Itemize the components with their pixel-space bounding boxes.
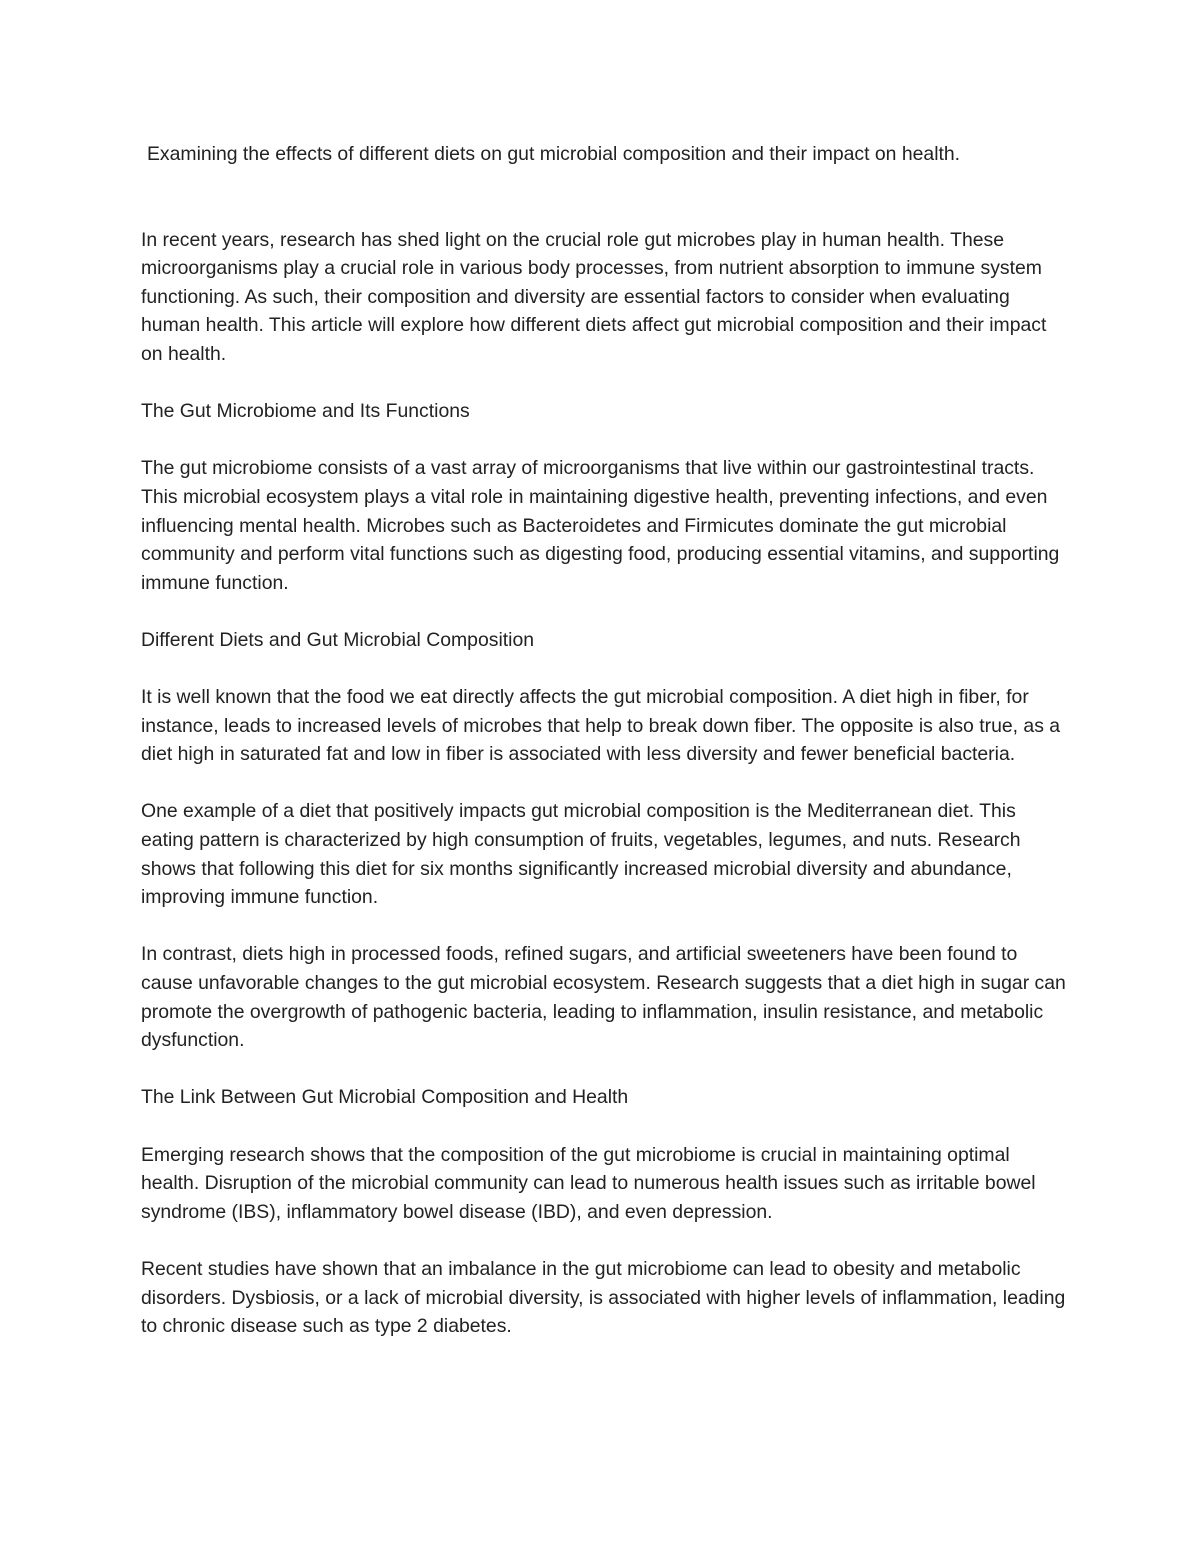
- paragraph-mediterranean-diet: One example of a diet that positively impacts gut microbial composition is the Mediterranean diet. This eating pattern is characterized by high consumption of fruits, vegetables, legumes, and nuts. Research shows that following this diet for six months significantly increased microbial diversity and abundance, improving immune function.: [141, 800, 1021, 909]
- intro-paragraph: In recent years, research has shed light on the crucial role gut microbes play in human health. These microorganisms play a crucial role in various body processes, from nutrient absorption to immune system functioning. As such, their composition and diversity are essential factors to consider when evaluating human health. This article will explore how different diets affect gut microbial composition and their impact on health.: [141, 228, 1047, 365]
- paragraph-processed-foods: In contrast, diets high in processed foods, refined sugars, and artificial sweeteners have been found to cause unfavorable changes to the gut microbial ecosystem. Research suggests that a diet high in sugar can promote the overgrowth of pathogenic bacteria, leading to inflammation, insulin resistance, and metabolic dysfunction.: [141, 943, 1066, 1052]
- paragraph-emerging-research: Emerging research shows that the composition of the gut microbiome is crucial in maintaining optimal health. Disruption of the microbial community can lead to numerous health issues such as irritable bowel syndrome (IBS), inflammatory bowel disease (IBD), and even depression.: [141, 1143, 1036, 1223]
- paragraph-fiber-diet: It is well known that the food we eat directly affects the gut microbial composition. A diet high in fiber, for instance, leads to increased levels of microbes that help to break down fiber. The opposite is also true, as a diet high in saturated fat and low in fiber is associated with less diversity and fewer beneficial bacteria.: [141, 686, 1061, 766]
- document-body: [141, 140, 1066, 1369]
- document-title: Examining the effects of different diets on gut microbial composition and their impact on health.: [147, 143, 961, 165]
- paragraph-recent-studies: Recent studies have shown that an imbalance in the gut microbiome can lead to obesity and metabolic disorders. Dysbiosis, or a lack of microbial diversity, is associated with higher levels of inflammation, leading to chronic disease such as type 2 diabetes.: [141, 1257, 1066, 1338]
- section-heading-different-diets: Different Diets and Gut Microbial Composition: [141, 628, 535, 651]
- paragraph-gut-microbiome: The gut microbiome consists of a vast array of microorganisms that live within our gastrointestinal tracts. This microbial ecosystem plays a vital role in maintaining digestive health, preventing infections, and even influencing mental health. Microbes such as Bacteroidetes and Firmicutes dominate the gut microbial community and perform vital functions such as digesting food, producing essential vitamins, and supporting immune function.: [141, 457, 1060, 594]
- section-heading-link-health: The Link Between Gut Microbial Composition and Health: [141, 1086, 629, 1109]
- section-heading-gut-microbiome: The Gut Microbiome and Its Functions: [141, 400, 470, 423]
